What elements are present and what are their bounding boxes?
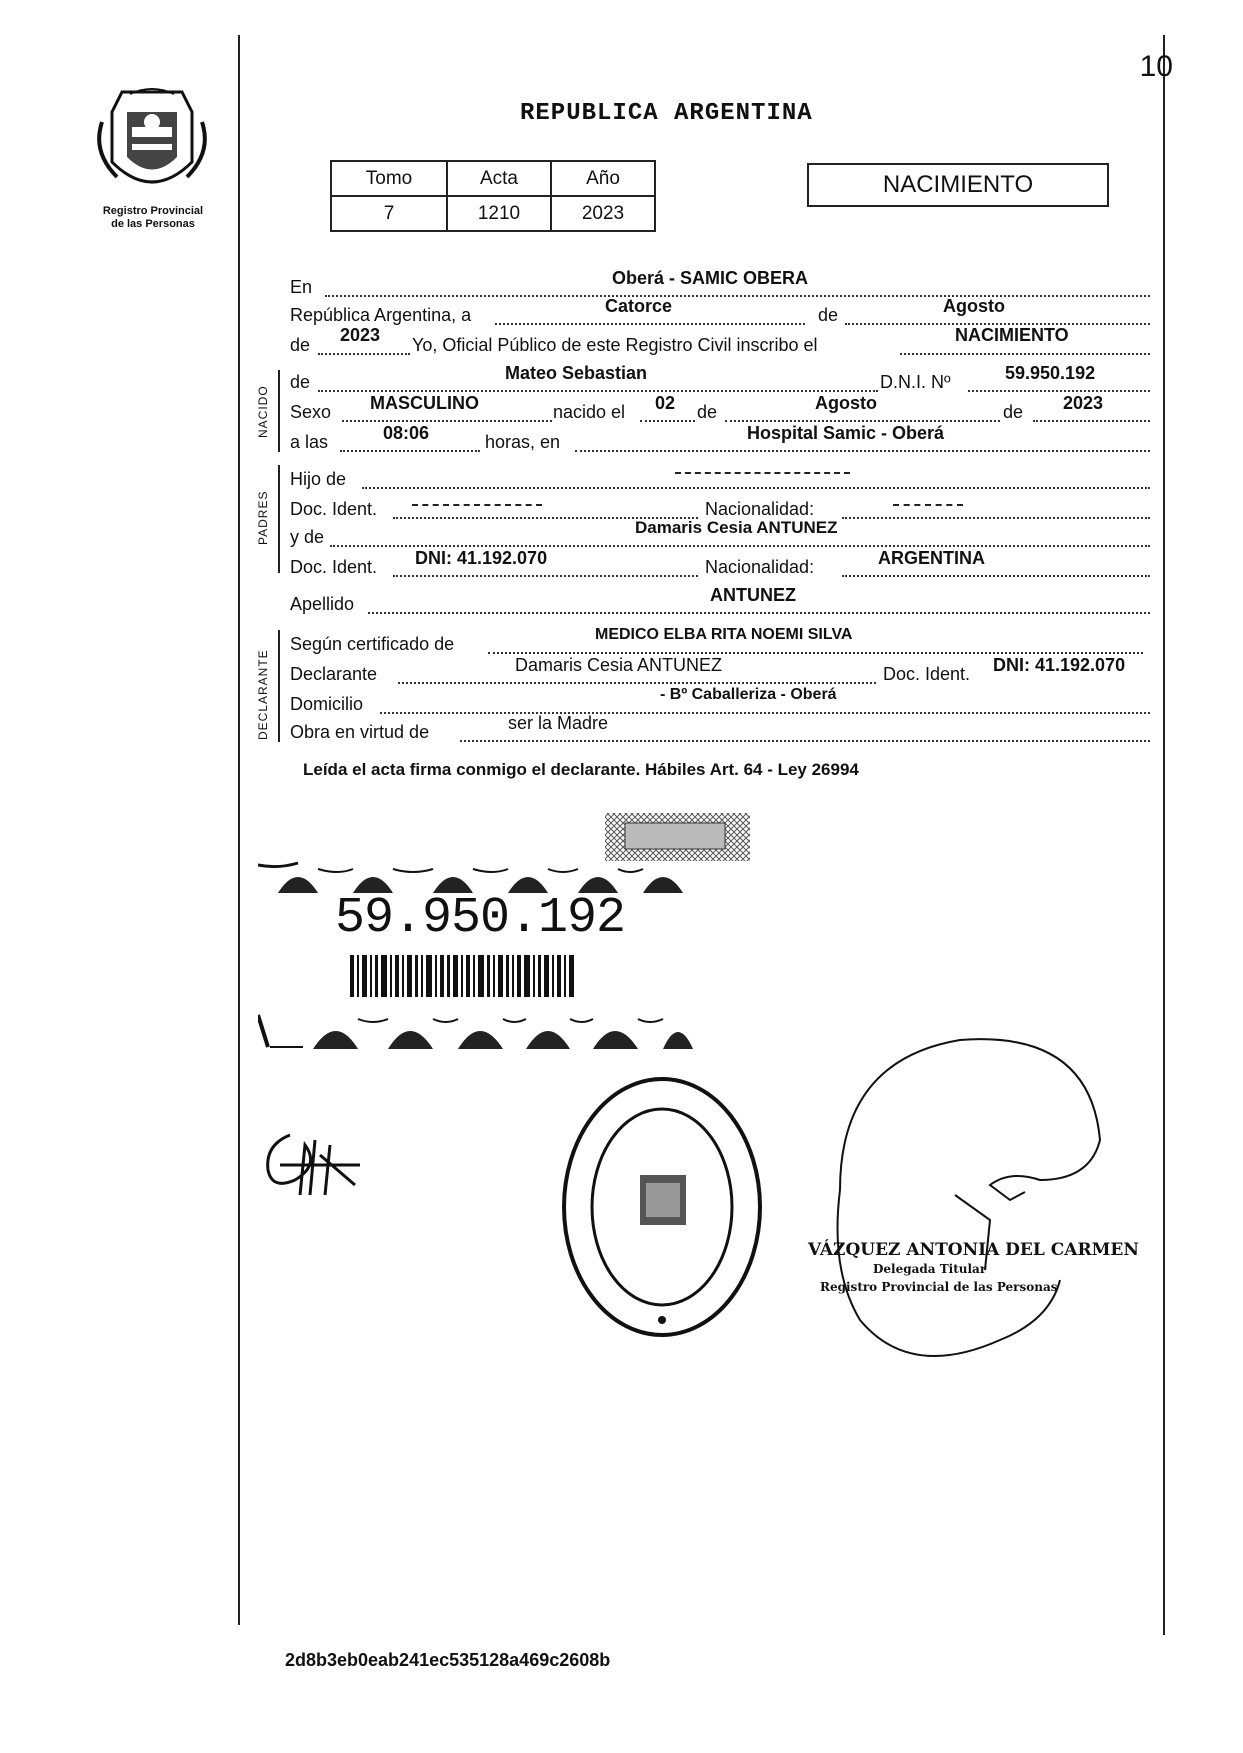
dotted-line: [842, 517, 1150, 519]
dotted-line: [488, 652, 1143, 654]
dotted-line: [460, 740, 1150, 742]
nacido-de-label: de: [290, 372, 311, 392]
dotted-line: [842, 575, 1150, 577]
security-band-top: [258, 855, 698, 895]
security-band-bottom: [258, 1005, 698, 1050]
dotted-line: [362, 487, 1150, 489]
official-seal: [560, 1075, 765, 1340]
registry-header-cell: Año: [551, 161, 655, 196]
dotted-line: [368, 612, 1150, 614]
doc-ident-label: Doc. Ident.: [290, 499, 378, 519]
dotted-line: [968, 390, 1150, 392]
obra-value: ser la Madre: [508, 713, 609, 733]
a-las-label: a las: [290, 432, 329, 452]
dotted-line: [900, 353, 1150, 355]
declarant-doc-value: DNI: 41.192.070: [993, 655, 1126, 675]
document-hash: 2d8b3eb0eab241ec535128a469c2608b: [285, 1650, 611, 1670]
nacido-side-label: NACIDO: [256, 385, 270, 438]
registry-caption: [78, 205, 228, 231]
y-de-label: y de: [290, 527, 325, 547]
birth-place-value: Hospital Samic - Oberá: [747, 423, 945, 443]
declarante-label: Declarante: [290, 664, 378, 684]
mother-name-value: Damaris Cesia ANTUNEZ: [635, 518, 838, 537]
birth-day-value: 02: [655, 393, 676, 413]
registry-table-row: [331, 196, 655, 231]
padres-bracket: [278, 465, 280, 573]
dotted-line: [495, 323, 805, 325]
redaction-line: [675, 472, 850, 474]
registry-header-cell: Tomo: [331, 161, 447, 196]
barcode: [350, 955, 575, 997]
dotted-line: [342, 420, 552, 422]
row-en: [290, 275, 312, 299]
page-number: 10: [1139, 50, 1173, 83]
right-margin-line: [1163, 35, 1165, 1635]
stamp-number: 59.950.192: [335, 890, 626, 947]
nacido-el-label: nacido el: [553, 402, 626, 422]
registry-table-header: [331, 161, 655, 196]
dotted-line: [330, 545, 1150, 547]
obra-label: Obra en virtud de: [290, 722, 430, 742]
dotted-line: [318, 353, 410, 355]
address-value: - Bº Caballeriza - Oberá: [660, 686, 837, 703]
dotted-line: [393, 575, 698, 577]
dni-value: 59.950.192: [1005, 363, 1096, 383]
registry-value-cell: 1210: [447, 196, 551, 231]
registry-value-cell: 7: [331, 196, 447, 231]
declarant-value: Damaris Cesia ANTUNEZ: [515, 655, 723, 675]
horas-en-label: horas, en: [485, 432, 561, 452]
dotted-line: [325, 295, 1150, 297]
doc-ident-label-3: Doc. Ident.: [883, 664, 971, 684]
place-value: Oberá - SAMIC OBERA: [612, 268, 809, 288]
year-value: 2023: [340, 325, 381, 345]
page-title: REPUBLICA ARGENTINA: [520, 100, 813, 127]
registry-table: [330, 160, 656, 232]
mother-doc-value: DNI: 41.192.070: [415, 548, 548, 568]
dotted-line: [1033, 420, 1150, 422]
nacionalidad-label-2: Nacionalidad:: [705, 557, 815, 577]
declarante-side-label: DECLARANTE: [256, 649, 270, 740]
official-signature: [800, 1020, 1145, 1380]
mother-nationality-value: ARGENTINA: [878, 548, 985, 568]
nacido-bracket: [278, 370, 280, 452]
registry-value-cell: 2023: [551, 196, 655, 231]
nacionalidad-label: Nacionalidad:: [705, 499, 815, 519]
en-label: En: [290, 277, 313, 297]
inscribo-value: NACIMIENTO: [955, 325, 1069, 345]
certificate-value: MEDICO ELBA RITA NOEMI SILVA: [595, 626, 853, 643]
dotted-line: [380, 712, 1150, 714]
month-value: Agosto: [943, 296, 1005, 316]
de-label-3: de: [1003, 402, 1024, 422]
child-name-value: Mateo Sebastian: [505, 363, 648, 383]
birth-month-value: Agosto: [815, 393, 877, 413]
official-title: Delegada Titular: [873, 1262, 987, 1276]
sex-value: MASCULINO: [370, 393, 479, 413]
surname-value: ANTUNEZ: [710, 585, 796, 605]
apellido-label: Apellido: [290, 594, 355, 614]
birth-year-value: 2023: [1063, 393, 1104, 413]
dni-label: D.N.I. Nº: [880, 372, 951, 392]
de2-label: de: [290, 335, 311, 355]
registry-caption-line1: Registro Provincial: [102, 205, 204, 217]
redaction-line: [412, 504, 542, 506]
dotted-line: [640, 420, 695, 422]
de-label: de: [818, 305, 839, 325]
dotted-line: [575, 450, 1150, 452]
hijo-de-label: Hijo de: [290, 469, 347, 489]
sexo-label: Sexo: [290, 402, 332, 422]
province-logo: [92, 82, 212, 202]
de-label-2: de: [697, 402, 718, 422]
dotted-line: [340, 450, 480, 452]
declarante-bracket: [278, 630, 280, 742]
doc-ident-label-2: Doc. Ident.: [290, 557, 378, 577]
act-type-box: NACIMIENTO: [807, 163, 1109, 207]
dotted-line: [398, 682, 876, 684]
registry-header-cell: Acta: [447, 161, 551, 196]
left-margin-line: [238, 35, 240, 1625]
official-name: VÁZQUEZ ANTONIA DEL CARMEN: [808, 1240, 1139, 1260]
oficial-text: Yo, Oficial Público de este Registro Civil inscribo el: [412, 335, 818, 355]
domicilio-label: Domicilio: [290, 694, 364, 714]
dotted-line: [318, 390, 878, 392]
official-office: Registro Provincial de las Personas: [820, 1280, 1058, 1294]
republica-label: República Argentina, a: [290, 305, 472, 325]
declarant-signature: [260, 1125, 365, 1200]
row-republica: [290, 303, 471, 327]
registry-caption-line2: de las Personas: [111, 218, 195, 230]
closing-text: Leída el acta firma conmigo el declarante. Hábiles Art. 64 - Ley 26994: [303, 760, 859, 779]
dotted-line: [725, 420, 1000, 422]
certificado-label: Según certificado de: [290, 634, 455, 654]
hour-value: 08:06: [383, 423, 430, 443]
padres-side-label: PADRES: [256, 490, 270, 545]
day-value: Catorce: [605, 296, 673, 316]
redaction-line: [893, 504, 963, 506]
